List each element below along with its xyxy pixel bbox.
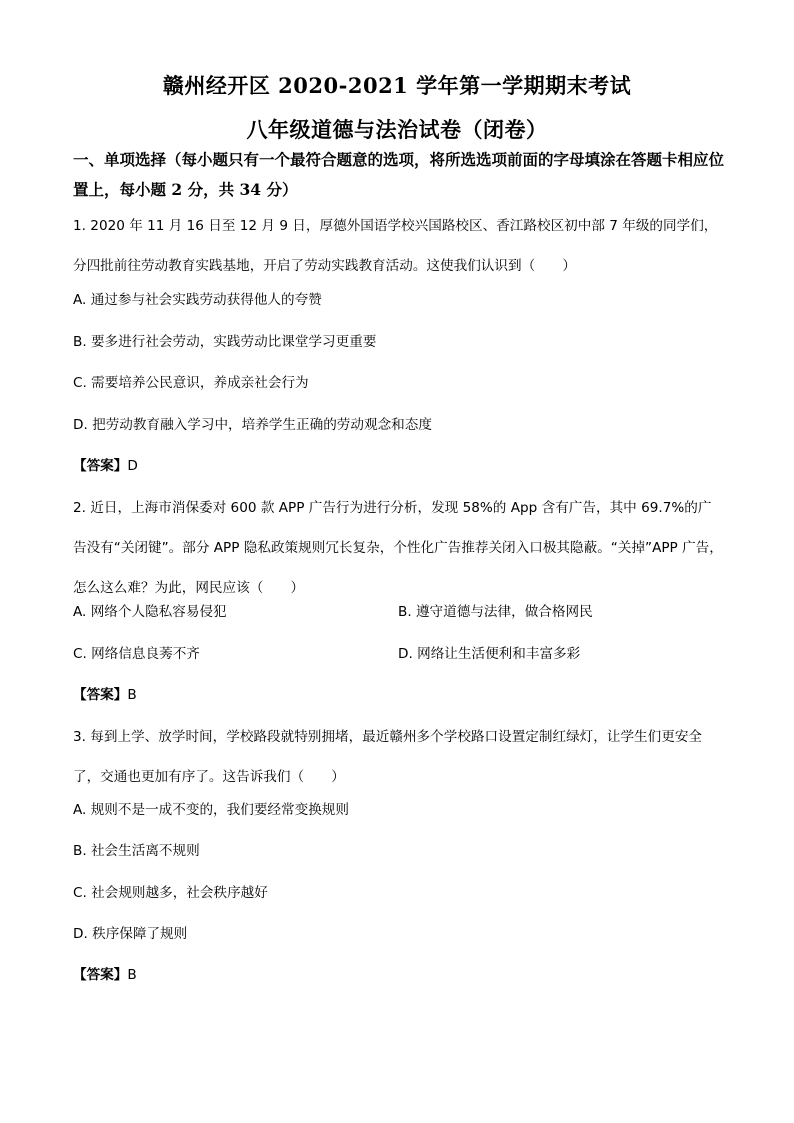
answer-value: B [127, 687, 137, 703]
answer-tag: 【答案】 [73, 458, 128, 474]
question-3-option-c: C. 社会规则越多，社会秩序越好 [73, 885, 268, 901]
exam-title: 赣州经开区 2020-2021 学年第一学期期末考试 [162, 73, 632, 98]
question-2-option-d: D. 网络让生活便利和丰富多彩 [398, 646, 581, 662]
question-2-option-a: A. 网络个人隐私容易侵犯 [73, 604, 227, 620]
question-1-option-c: C. 需要培养公民意识，养成亲社会行为 [73, 375, 309, 391]
question-2-option-c: C. 网络信息良莠不齐 [73, 646, 200, 662]
answer-tag: 【答案】 [73, 967, 128, 983]
answer-tag: 【答案】 [73, 687, 128, 703]
question-2-answer [73, 685, 137, 705]
answer-value: B [127, 967, 137, 983]
question-3-option-b: B. 社会生活离不规则 [73, 843, 200, 859]
question-1-option-a: A. 通过参与社会实践劳动获得他人的夸赞 [73, 292, 322, 308]
question-3-option-a: A. 规则不是一成不变的，我们要经常变换规则 [73, 802, 349, 818]
question-1-option-b: B. 要多进行社会劳动，实践劳动比课堂学习更重要 [73, 334, 377, 350]
question-2-stem: 2. 近日，上海市消保委对 600 款 APP 广告行为进行分析，发现 58%的 App 含有广告，其中 69.7%的广告没有“关闭键”。部分 APP 隐私政策规则冗长复杂，个性化广告推荐关闭入口极其隐蔽。“关掉”APP 广告，怎么这么难？为此，网民应该（ ） [73, 500, 723, 596]
question-1-answer [73, 456, 138, 476]
question-1-option-d: D. 把劳动教育融入学习中，培养学生正确的劳动观念和态度 [73, 417, 432, 433]
question-1-stem: 1. 2020 年 11 月 16 日至 12 月 9 日，厚德外国语学校兴国路校区、香江路校区初中部 7 年级的同学们，分四批前往劳动教育实践基地，开启了劳动实践教育活动。这使我们认识到（ ） [73, 218, 718, 274]
answer-value: D [127, 458, 138, 474]
question-3-answer [73, 965, 137, 985]
question-3-option-d: D. 秩序保障了规则 [73, 926, 188, 942]
question-3-stem: 3. 每到上学、放学时间，学校路段就特别拥堵，最近赣州多个学校路口设置定制红绿灯，让学生们更安全了，交通也更加有序了。这告诉我们（ ） [73, 729, 703, 785]
exam-subtitle: 八年级道德与法治试卷（闭卷） [246, 117, 548, 142]
question-2-option-b: B. 遵守道德与法律，做合格网民 [398, 604, 593, 620]
section-heading: 一、单项选择（每小题只有一个最符合题意的选项，将所选选项前面的字母填涂在答题卡相应位置上，每小题 2 分，共 34 分） [73, 150, 725, 199]
